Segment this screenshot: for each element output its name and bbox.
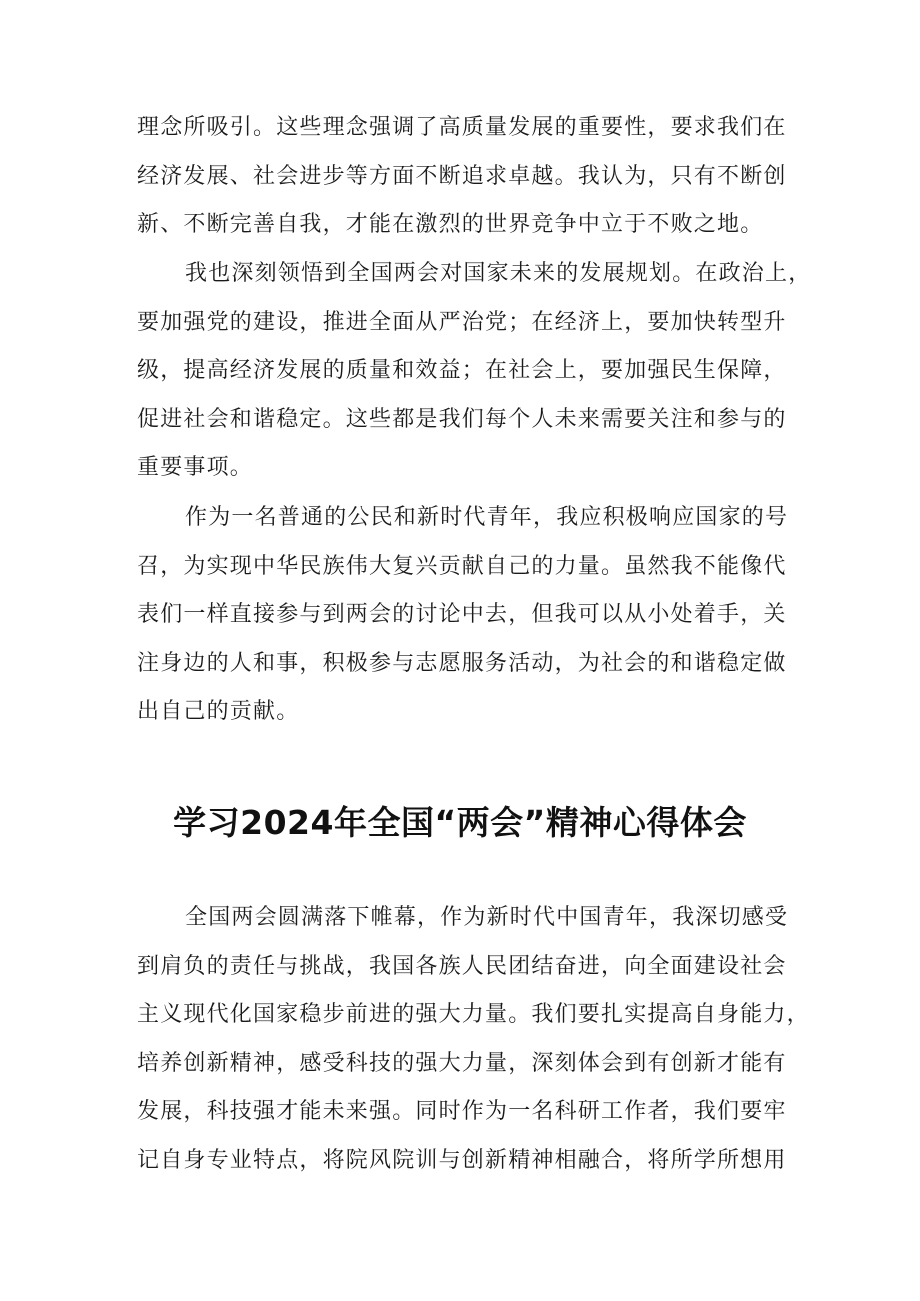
paragraph-4	[137, 894, 810, 1186]
text-line: 表们一样直接参与到两会的讨论中去，但我可以从小处着手，关	[137, 602, 787, 628]
text-line: 级，提高经济发展的质量和效益；在社会上，要加强民生保障，	[137, 358, 787, 384]
paragraph-2	[137, 250, 812, 493]
text-line: 促进社会和谐稳定。这些都是我们每个人未来需要关注和参与的	[137, 406, 787, 432]
text-line: 我也深刻领悟到全国两会对国家未来的发展规划。在政治上，	[185, 261, 812, 286]
paragraph-3	[137, 494, 807, 737]
text-line: 出自己的贡献。	[137, 699, 300, 725]
text-line: 作为一名普通的公民和新时代青年，我应积极响应国家的号	[185, 505, 789, 530]
text-line: 到肩负的责任与挑战，我国各族人民团结奋进，向全面建设社会	[137, 953, 787, 979]
text-line: 理念所吸引。这些理念强调了高质量发展的重要性，要求我们在	[137, 115, 787, 140]
text-line: 重要事项。	[137, 455, 254, 481]
text-line: 经济发展、社会进步等方面不断追求卓越。我认为，只有不断创	[137, 163, 787, 189]
text-line: 要加强党的建设，推进全面从严治党；在经济上，要加快转型升	[137, 309, 787, 335]
paragraph-1	[137, 104, 807, 250]
text-line: 发展，科技强才能未来强。同时作为一名科研工作者，我们要牢	[137, 1099, 787, 1125]
text-line: 记自身专业特点，将院风院训与创新精神相融合，将所学所想用	[137, 1147, 787, 1173]
text-line: 主义现代化国家稳步前进的强大力量。我们要扎实提高自身能力，	[137, 1002, 810, 1028]
text-line: 新、不断完善自我，才能在激烈的世界竞争中立于不败之地。	[137, 212, 764, 238]
section-title: 学习2024年全国“两会”精神心得体会	[173, 803, 747, 842]
text-line: 召，为实现中华民族伟大复兴贡献自己的力量。虽然我不能像代	[137, 553, 787, 579]
text-line: 注身边的人和事，积极参与志愿服务活动，为社会的和谐稳定做	[137, 650, 787, 676]
text-line: 全国两会圆满落下帷幕，作为新时代中国青年，我深切感受	[185, 905, 789, 930]
text-line: 培养创新精神，感受科技的强大力量，深刻体会到有创新才能有	[137, 1050, 787, 1076]
